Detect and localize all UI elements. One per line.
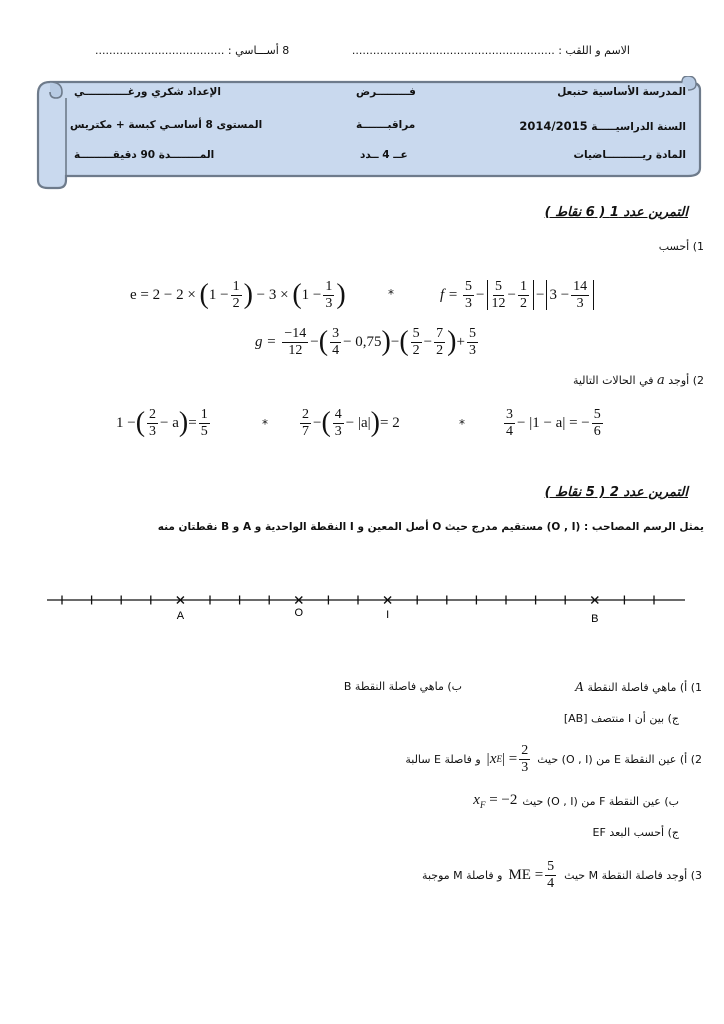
q1a-text: 1) أ) ماهي فاصلة النقطة [587, 681, 702, 694]
expr-f-lhs: f = [440, 286, 459, 303]
equation-3 [502, 403, 605, 443]
header-type: فـــــــــرض [356, 86, 416, 98]
header-level: المستوى 8 أساسـي كبسة + مكتريس [70, 119, 263, 131]
abs-bar [487, 280, 488, 310]
abs-bar [533, 280, 534, 310]
equation-1 [116, 403, 212, 443]
class-label: 8 أســـاسي : [227, 44, 290, 57]
q2b-eq: = −2 [489, 792, 518, 808]
expr-e-p1a: 1 − [208, 286, 229, 303]
equation-2 [298, 403, 400, 443]
class-field[interactable] [95, 44, 289, 57]
minus: − [423, 333, 433, 350]
separator-star: * [388, 287, 394, 301]
q3-pre: 3) أوجد فاصلة النقطة M حيث [564, 868, 702, 882]
q2b-x: x [473, 792, 480, 808]
exercise2-q1b: ب) ماهي فاصلة النقطة B [343, 680, 462, 693]
name-dots: .......................................................... [351, 44, 555, 57]
fraction: $\frac{1}{3}$ [325, 278, 333, 311]
paren-open: ( [135, 407, 146, 438]
q2-rest: في الحالات التالية [572, 374, 654, 387]
minus: − [476, 286, 485, 303]
expr-e-lhs: e = 2 − 2 × [130, 286, 200, 303]
header-kind: مراقبـــــــة [356, 119, 416, 131]
student-info-line [95, 44, 630, 57]
minus: − [310, 333, 319, 350]
point-o-label: O [294, 607, 304, 619]
header-year-label: السنة الدراسيـــــة [591, 121, 686, 133]
minus: − [535, 286, 545, 303]
number-line [40, 585, 695, 630]
exercise2-q1c: ج) بين أن I منتصف [AB] [563, 712, 679, 725]
paren-close: ) [243, 279, 253, 310]
exercise2-q2c: ج) أحسب البعد EF [592, 826, 679, 839]
q2a-math [486, 744, 533, 775]
paren-close: ) [370, 407, 380, 438]
header-year-value: 2014/2015 [519, 119, 588, 133]
eq1-a: 1 − [116, 414, 136, 431]
plus: + [456, 333, 465, 350]
paren-close: ) [336, 279, 346, 310]
exercise2-intro: يمثل الرسم المصاحب : (O , I) مستقيم مدرج حيث O أصل المعين و I النقطة الواحدية و A و B نقطتان منه [157, 521, 704, 533]
expr-f-a2: 3 − [549, 286, 570, 303]
minus: − [390, 333, 400, 350]
q2b-pre: ب) عين النقطة F من (O , I) حيث [522, 794, 679, 808]
exercise1-q1-label: 1) أحسب [658, 240, 704, 253]
header-duration: المــــــــدة 90 دقيقـــــــــة [74, 149, 215, 161]
q3-math [508, 860, 558, 891]
q2-var: a [657, 373, 665, 388]
fraction: $\frac{1}{5}$ [200, 406, 208, 439]
fraction: $\frac{-14}{12}$ [284, 325, 307, 358]
fraction: $\frac{5}{12}$ [491, 278, 506, 311]
paren-open: ( [321, 407, 331, 438]
expr-e-mid: − 3 × [252, 286, 293, 303]
expr-f [440, 276, 596, 314]
fraction: $\frac{1}{2}$ [519, 278, 527, 311]
fraction: $\frac{4}{3}$ [334, 406, 342, 439]
name-field[interactable] [352, 44, 630, 57]
fraction: $\frac{14}{3}$ [573, 278, 588, 311]
fraction: $\frac{5}{4}$ [547, 858, 555, 891]
eq2-eq: = 2 [380, 414, 400, 431]
q2a-eq: | = [502, 750, 518, 767]
fraction: $\frac{5}{6}$ [593, 406, 601, 439]
minus: − [507, 286, 516, 303]
exercise1-title: التمرين عدد 1 ( 6 نقاط ) [544, 205, 688, 220]
exercise2-q2a [405, 742, 702, 776]
header-number: عــ 4 ــدد [360, 149, 408, 161]
exercise2-q2b [473, 792, 679, 810]
abs-bar [593, 280, 594, 310]
exercise2-title: التمرين عدد 2 ( 5 نقاط ) [544, 485, 688, 500]
equals: = [188, 414, 197, 431]
separator-star: * [459, 417, 465, 431]
paren-open: ( [292, 279, 302, 310]
expr-g [255, 322, 480, 362]
q1a-var: A [575, 680, 584, 694]
abs-bar [546, 280, 547, 310]
paren-close: ) [447, 326, 457, 357]
expr-e [130, 276, 346, 314]
paren-close: ) [381, 326, 391, 357]
eq3-b: − |1 − a| = − [517, 414, 590, 431]
paren-open: ( [318, 326, 329, 357]
exercise2-q3 [422, 858, 702, 892]
expr-g-lhs: g = [255, 333, 277, 350]
fraction: $\frac{3}{4}$ [332, 325, 340, 358]
exercise1-q2-label [573, 373, 704, 388]
minus: − [313, 414, 322, 431]
point-b-label: B [591, 613, 599, 625]
fraction: $\frac{2}{3}$ [149, 406, 157, 439]
q2a-pre: 2) أ) عين النقطة E من (O , I) حيث [537, 752, 702, 766]
q3-me: ME = [508, 866, 544, 883]
fraction: $\frac{5}{3}$ [465, 278, 473, 311]
eq1-b: − a [160, 414, 179, 431]
point-a-label: A [176, 610, 185, 622]
eq2-b: − |a| [345, 414, 371, 431]
q2a-sub: E [496, 754, 503, 764]
exercise2-q1a [575, 680, 702, 694]
q2a-abs: |x [485, 750, 497, 767]
header-year [519, 119, 686, 133]
fraction: $\frac{7}{2}$ [436, 325, 444, 358]
header-subject: المادة ريــــــــــاضيات [573, 149, 686, 161]
header-school: المدرسة الأساسية حنبعل [557, 86, 686, 98]
paren-open: ( [199, 279, 209, 310]
name-label: الاسم و اللقب : [558, 44, 630, 57]
q2b-math [473, 792, 517, 810]
point-i-label: I [386, 609, 390, 621]
fraction: $\frac{5}{2}$ [412, 325, 420, 358]
fraction: $\frac{5}{3}$ [468, 325, 476, 358]
q3-post: و فاصلة M موجبة [422, 868, 503, 882]
q2b-sub: F [479, 800, 486, 810]
fraction: $\frac{2}{3}$ [521, 742, 529, 775]
q2-label-text: 2) أوجد [668, 374, 704, 387]
expr-g-p1b: − 0,75 [343, 333, 382, 350]
paren-close: ) [178, 407, 189, 438]
fraction: $\frac{2}{7}$ [302, 406, 309, 439]
expr-e-p2a: 1 − [301, 286, 322, 303]
header-author: الإعداد شكري ورغــــــــــــي [74, 86, 221, 98]
fraction: $\frac{3}{4}$ [506, 406, 513, 439]
fraction: $\frac{1}{2}$ [232, 278, 240, 311]
paren-open: ( [399, 326, 409, 357]
separator-star: * [262, 417, 268, 431]
class-dots: ..................................... [95, 44, 225, 57]
q2a-post: و فاصلة E سالبة [405, 752, 481, 766]
